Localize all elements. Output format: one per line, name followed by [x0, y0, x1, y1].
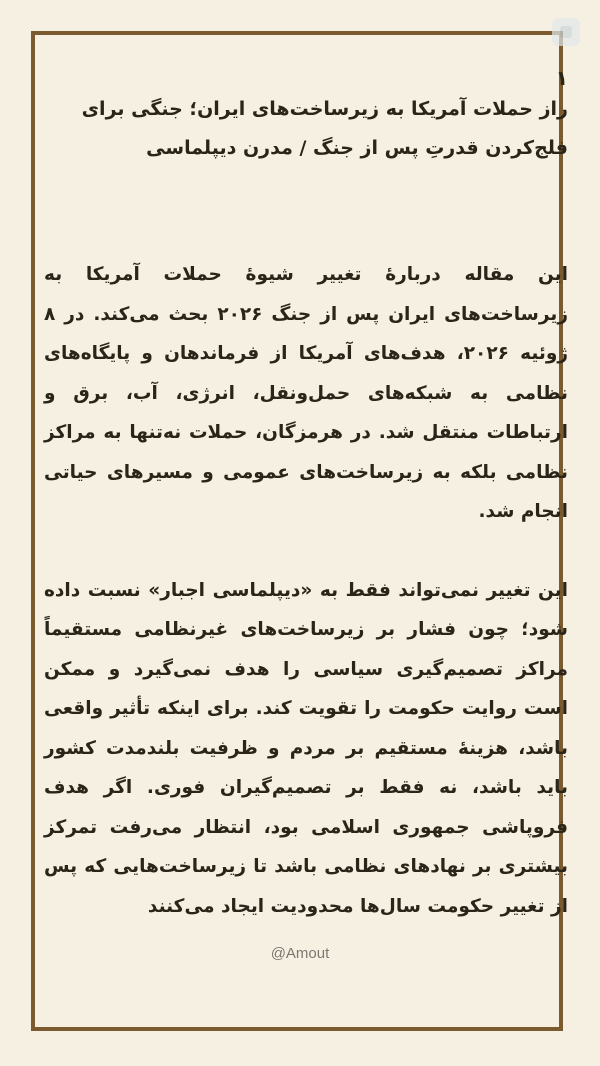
- page-number: ۱: [555, 66, 568, 90]
- author-handle: @Amout: [270, 945, 330, 962]
- paragraph-1: این مقاله دربارهٔ تغییر شیوهٔ حملات آمریکا به زیرساخت‌های ایران پس از جنگ ۲۰۲۶ بحث می‌کند. در ۸ ژوئیه ۲۰۲۶، هدف‌های آمریکا از فرماندهان و پایگاه‌های نظامی به شبکه‌های حمل‌ونقل، انرژی، آب، برق و ارتباطات منتقل شد. در هرمزگان، حملات نه‌تنها به مراکز نظامی بلکه به زیرساخت‌های عمومی و مسیرهای حیاتی انجام شد.: [44, 264, 568, 522]
- paragraph-2: این تغییر نمی‌تواند فقط به «دیپلماسی اجبار» نسبت داده شود؛ چون فشار بر زیرساخت‌های غیرنظامی مستقیماً مراکز تصمیم‌گیری سیاسی را هدف نمی‌گیرد و ممکن است روایت حکومت را تقویت کند. برای اینکه تأثیر واقعی باشد، هزینهٔ مستقیم بر مردم و ظرفیت بلندمدت کشور باید باشد، نه فقط بر تصمیم‌گیران فوری. اگر هدف فروپاشی جمهوری اسلامی بود، انتظار می‌رفت تمرکز بیشتری بر نهادهای نظامی باشد تا زیرساخت‌هایی که پس از تغییر حکومت سال‌ها محدودیت ایجاد می‌کنند: [44, 579, 568, 917]
- article-title: راز حملات آمریکا به زیرساخت‌های ایران؛ جنگی برای فلج‌کردن قدرتِ پس از جنگ / مدرن دیپلماسی: [81, 98, 568, 159]
- article-body: [44, 66, 568, 926]
- watermark-logo-icon: [552, 18, 580, 46]
